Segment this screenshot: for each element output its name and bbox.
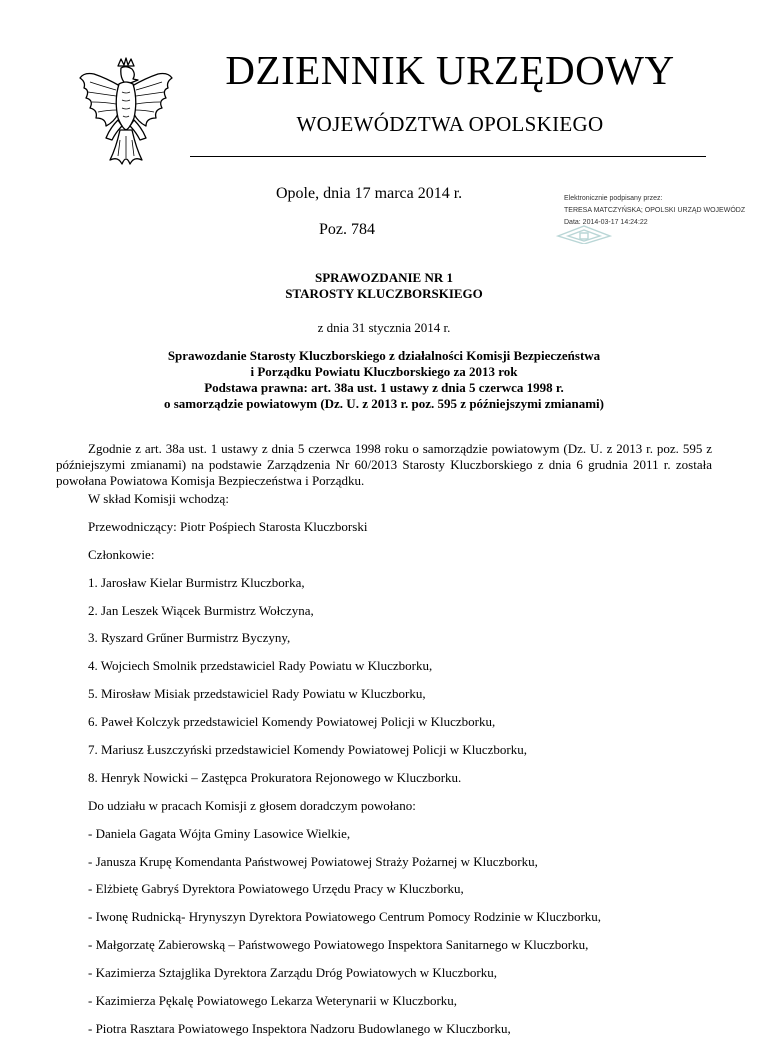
member-item: 3. Ryszard Grűner Burmistrz Byczyny, <box>88 630 291 646</box>
member-item: 5. Mirosław Misiak przedstawiciel Rady Powiatu w Kluczborku, <box>88 686 426 702</box>
member-item: 6. Paweł Kolczyk przedstawiciel Komendy Powiatowej Policji w Kluczborku, <box>88 714 496 730</box>
advisor-item: - Kazimierza Sztajglika Dyrektora Zarządu Dróg Powiatowych w Kluczborku, <box>88 965 497 981</box>
advisor-item: - Kazimierza Pękalę Powiatowego Lekarza Weterynarii w Kluczborku, <box>88 993 458 1009</box>
subject-line: i Porządku Powiatu Kluczborskiego za 2013 rok <box>250 364 518 379</box>
position-number: Poz. 784 <box>319 221 375 238</box>
member-item: 2. Jan Leszek Wiącek Burmistrz Wołczyna, <box>88 602 314 618</box>
intro-paragraph: Zgodnie z art. 38a ust. 1 ustawy z dnia 5 czerwca 1998 roku o samorządzie powiatowym (Dz. U. z 2013 r. poz. 595 z późniejszymi zmianami) na podstawie Zarządzenia Nr 60/2013 Starosty Kluczborskiego z dnia 6 grudnia 2011 r. została powołana Powiatowa Komisja Bezpieczeństwa i Porządku. <box>56 441 712 488</box>
masthead-divider <box>190 156 706 157</box>
signature-date: Data: 2014-03-17 14:24:22 <box>564 219 648 226</box>
body-line: W skład Komisji wchodzą: <box>88 491 229 506</box>
report-date: z dnia 31 stycznia 2014 r. <box>317 320 451 335</box>
subject-line: Podstawa prawna: art. 38a ust. 1 ustawy z dnia 5 czerwca 1998 r. <box>204 380 564 395</box>
advisor-item: - Iwonę Rudnicką- Hrynyszyn Dyrektora Powiatowego Centrum Pomocy Rodzinie w Kluczborku, <box>88 909 602 925</box>
publication-date: Opole, dnia 17 marca 2014 r. <box>276 185 463 202</box>
advisor-item: - Małgorzatę Zabierowską – Państwowego Powiatowego Inspektora Sanitarnego w Kluczborku, <box>88 937 589 953</box>
subject-line: Sprawozdanie Starosty Kluczborskiego z działalności Komisji Bezpieczeństwa <box>167 348 601 363</box>
member-item: 7. Mariusz Łuszczyński przedstawiciel Komendy Powiatowej Policji w Kluczborku, <box>88 742 528 758</box>
member-item: 1. Jarosław Kielar Burmistrz Kluczborka, <box>88 574 305 590</box>
member-item: 8. Henryk Nowicki – Zastępca Prokuratora Rejonowego w Kluczborku. <box>88 769 462 785</box>
advisor-item: - Elżbietę Gabryś Dyrektora Powiatowego Urzędu Pracy w Kluczborku, <box>88 881 464 897</box>
gazette-title: DZIENNIK URZĘDOWY <box>225 47 675 93</box>
report-subject <box>0 348 768 412</box>
gazette-subtitle: WOJEWÓDZTWA OPOLSKIEGO <box>296 112 604 136</box>
advisor-item: - Janusza Krupę Komendanta Państwowej Powiatowej Straży Pożarnej w Kluczborku, <box>88 853 538 869</box>
body-line: Członkowie: <box>88 546 155 562</box>
body-line: Przewodniczący: Piotr Pośpiech Starosta Kluczborski <box>88 518 368 534</box>
commission-composition <box>88 491 728 1049</box>
report-title: SPRAWOZDANIE NR 1 <box>315 270 453 285</box>
eagle-emblem-icon <box>76 56 176 174</box>
advisor-item: - Piotra Rasztara Powiatowego Inspektora Nadzoru Budowlanego w Kluczborku, <box>88 1020 511 1036</box>
signature-stamp-icon <box>556 224 612 244</box>
report-author: STAROSTY KLUCZBORSKIEGO <box>285 286 483 301</box>
advisor-item: - Daniela Gagata Wójta Gminy Lasowice Wielkie, <box>88 825 351 841</box>
member-item: 4. Wojciech Smolnik przedstawiciel Rady Powiatu w Kluczborku, <box>88 658 433 674</box>
signature-label: Elektronicznie podpisany przez: <box>564 195 663 202</box>
subject-line: o samorządzie powiatowym (Dz. U. z 2013 r. poz. 595 z późniejszymi zmianami) <box>163 396 604 411</box>
signature-signer: TERESA MATCZYŃSKA; OPOLSKI URZĄD WOJEWÓDZ <box>564 207 746 214</box>
body-line: Do udziału w pracach Komisji z głosem doradczym powołano: <box>88 797 416 813</box>
